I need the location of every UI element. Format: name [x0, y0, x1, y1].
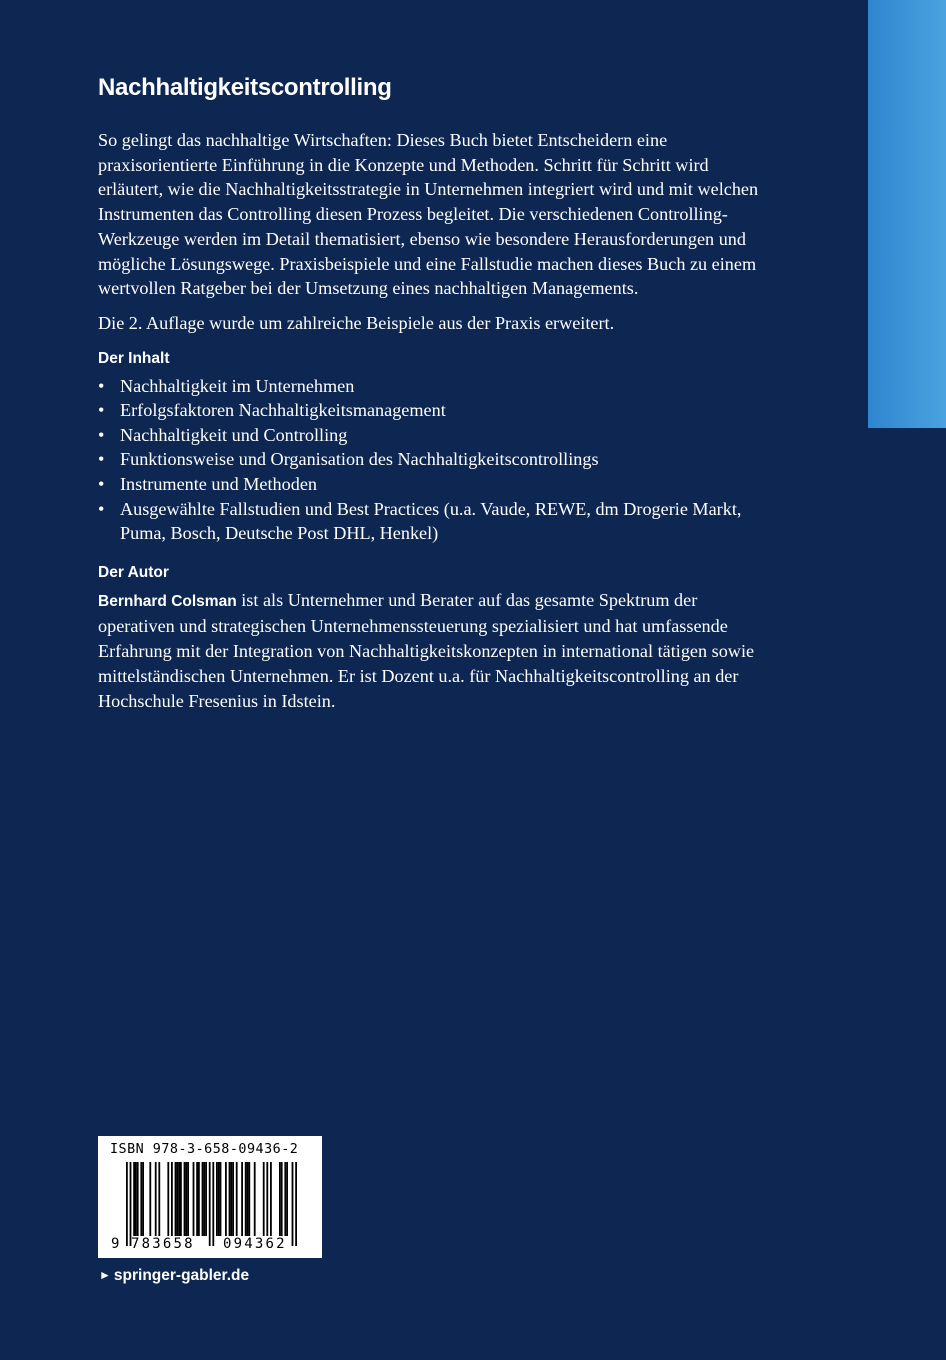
barcode-bar — [205, 1162, 207, 1236]
barcode-bar — [180, 1162, 182, 1236]
barcode-bar — [158, 1162, 160, 1236]
barcode-guard-bar — [209, 1162, 211, 1246]
list-item — [98, 398, 770, 423]
barcode-bar — [284, 1162, 286, 1236]
barcode-bar — [175, 1162, 177, 1236]
barcode-bar — [232, 1162, 234, 1236]
barcode-guard-bar — [292, 1162, 294, 1246]
barcode-bar — [140, 1162, 142, 1236]
website-url: springer-gabler.de — [113, 1267, 250, 1284]
back-cover-content — [98, 70, 770, 713]
barcode-bar — [196, 1162, 198, 1236]
barcode-bar — [202, 1162, 204, 1236]
barcode-bar — [286, 1162, 288, 1236]
book-description: So gelingt das nachhaltige Wirtschaften: Dieses Buch bietet Entscheidern eine praxisorientierte Einführung in die Konzepte und Methoden. Schritt für Schritt wird erläutert, wie die Nachhaltigkeitsstrategie in Unternehmen integriert wird und mit welchen Instrumenten das Controlling diesen Prozess begleitet. Die verschiedenen Controlling-Werkzeuge werden im Detail thematisiert, ebenso wie besondere Herausforderungen und mögliche Lösungswege. Praxisbeispiele und eine Fallstudie machen dieses Buch zu einem wertvollen Ratgeber bei der Umsetzung eines nachhaltigen Managements. — [98, 130, 759, 299]
contents-list — [98, 374, 770, 546]
website-link[interactable] — [99, 1265, 249, 1286]
isbn-label: ISBN 978-3-658-09436-2 — [110, 1142, 299, 1157]
barcode-bar — [248, 1162, 250, 1236]
list-item-label: Nachhaltigkeit im Unternehmen — [120, 375, 355, 396]
bullet-icon: • — [98, 474, 105, 494]
barcode-bar — [149, 1162, 151, 1236]
author-bio-paragraph — [98, 588, 770, 714]
list-item — [98, 447, 770, 472]
barcode-bar — [225, 1162, 227, 1236]
list-item-label: Erfolgsfaktoren Nachhaltigkeitsmanagement — [120, 400, 446, 421]
barcode-bar — [184, 1162, 186, 1236]
list-item-label: Ausgewählte Fallstudien und Best Practices (u.a. Vaude, REWE, dm Drogerie Markt, Puma, Bosch, Deutsche Post DHL, Henkel) — [120, 498, 742, 544]
barcode-guard-bar — [295, 1162, 297, 1246]
barcode-bar — [203, 1162, 205, 1236]
bullet-icon: • — [98, 449, 105, 470]
ean-left-digits: 783658 — [131, 1236, 195, 1252]
book-title: Nachhaltigkeitscontrolling — [98, 74, 392, 101]
bullet-icon: • — [98, 424, 105, 445]
barcode-bar — [137, 1162, 139, 1236]
list-item — [98, 497, 770, 546]
bullet-icon: • — [98, 498, 105, 519]
barcode-bar — [218, 1162, 220, 1236]
bullet-icon: • — [98, 375, 105, 396]
barcode-bar — [220, 1162, 222, 1236]
barcode-bar — [245, 1162, 247, 1236]
contents-heading: Der Inhalt — [98, 349, 170, 367]
barcode-bar — [270, 1162, 272, 1236]
barcode-bar — [279, 1162, 281, 1236]
arrow-right-icon: ► — [99, 1268, 111, 1282]
barcode-bar — [185, 1162, 187, 1236]
author-bio: ist als Unternehmer und Berater auf das gesamte Spektrum der operativen und strategischen Unternehmenssteuerung spezialisiert und hat umfassende Erfahrung mit der Integration von Nachhaltigkeitskonzepten in international tätigen sowie mittelständischen Unternehmen. Er ist Dozent u.a. für Nachhaltigkeitscontrolling an der Hochschule Fresenius in Idstein. — [98, 589, 755, 711]
barcode-bar — [247, 1162, 249, 1236]
barcode-bar — [198, 1162, 200, 1236]
barcode-bar — [216, 1162, 218, 1236]
ean-first-digit: 9 — [111, 1236, 120, 1252]
barcode-bar — [254, 1162, 256, 1236]
barcode-bar — [176, 1162, 178, 1236]
list-item — [98, 472, 770, 497]
barcode-bar — [187, 1162, 189, 1236]
barcode-bar — [167, 1162, 169, 1236]
barcode-bar — [135, 1162, 137, 1236]
author-name: Bernhard Colsman — [98, 592, 237, 610]
barcode-bar — [266, 1162, 268, 1236]
barcode-bar — [142, 1162, 144, 1236]
barcode-bar — [263, 1162, 265, 1236]
author-heading: Der Autor — [98, 563, 169, 581]
ean-right-digits: 094362 — [223, 1236, 287, 1252]
accent-bar — [868, 0, 946, 428]
list-item-label: Funktionsweise und Organisation des Nachhaltigkeitscontrollings — [120, 449, 599, 470]
barcode-guard-bar — [126, 1162, 128, 1246]
barcode-bar — [229, 1162, 231, 1236]
barcode-guard-bar — [212, 1162, 214, 1246]
list-item-label: Nachhaltigkeit und Controlling — [120, 424, 348, 445]
barcode-bar — [133, 1162, 135, 1236]
barcode-bar — [230, 1162, 232, 1236]
barcode-bar — [171, 1162, 173, 1236]
barcode-guard-bar — [130, 1162, 132, 1246]
barcode-bar — [193, 1162, 195, 1236]
list-item-label: Instrumente und Methoden — [120, 474, 317, 494]
edition-note: Die 2. Auflage wurde um zahlreiche Beispiele aus der Praxis erweitert. — [98, 312, 615, 333]
barcode-bar — [281, 1162, 283, 1236]
barcode-bar — [155, 1162, 157, 1236]
barcode-bar — [236, 1162, 238, 1236]
list-item — [98, 374, 770, 399]
bullet-icon: • — [98, 400, 105, 421]
barcode-bar — [241, 1162, 243, 1236]
isbn-barcode — [98, 1136, 322, 1258]
list-item — [98, 423, 770, 448]
barcode-bar — [178, 1162, 180, 1236]
